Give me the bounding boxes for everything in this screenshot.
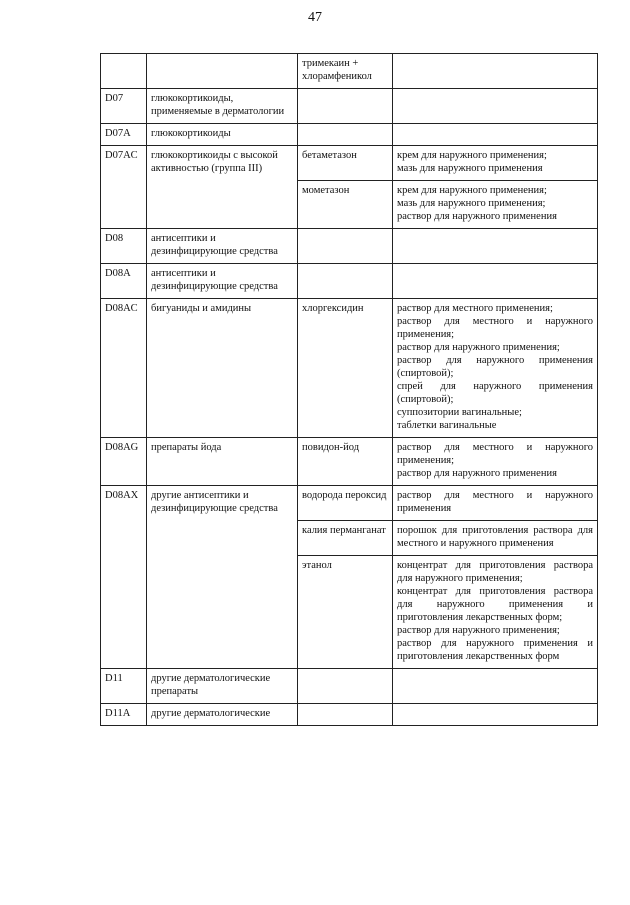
- dosage-forms-cell: [393, 486, 598, 521]
- table-row: [101, 124, 598, 146]
- group-name-cell: антисептики и дезинфицирующие средства: [147, 264, 298, 299]
- dosage-form-text: таблетки вагинальные: [397, 420, 497, 431]
- inn-cell: повидон-йод: [298, 438, 393, 486]
- group-name-cell: другие дерматологические препараты: [147, 669, 298, 704]
- inn-cell: [298, 124, 393, 146]
- inn-cell: хлоргексидин: [298, 299, 393, 438]
- dosage-form-text: раствор для местного применения;: [397, 303, 553, 314]
- inn-cell: тримекаин + хлорамфеникол: [298, 54, 393, 89]
- table-row: [101, 299, 598, 438]
- dosage-forms-cell: [393, 438, 598, 486]
- dosage-forms-cell: [393, 704, 598, 726]
- dosage-forms-cell: [393, 299, 598, 438]
- dosage-form-text: раствор для местного и наружного применения;: [397, 442, 593, 466]
- group-name-cell: другие антисептики и дезинфицирующие средства: [147, 486, 298, 669]
- atc-code-cell: D08AX: [101, 486, 147, 669]
- atc-code-cell: D08AG: [101, 438, 147, 486]
- group-name-cell: другие дерматологические: [147, 704, 298, 726]
- table-row: [101, 146, 598, 181]
- dosage-form-text: порошок для приготовления раствора для местного и наружного применения: [397, 525, 593, 549]
- dosage-form-text: концентрат для приготовления раствора для наружного применения и приготовления лекарственных форм;: [397, 586, 593, 623]
- inn-cell: мометазон: [298, 181, 393, 229]
- dosage-form-text: спрей для наружного применения (спиртовой);: [397, 381, 593, 405]
- inn-cell: калия перманганат: [298, 521, 393, 556]
- atc-code-cell: D08AC: [101, 299, 147, 438]
- dosage-form-text: раствор для местного и наружного применения;: [397, 316, 593, 340]
- group-name-cell: бигуаниды и амидины: [147, 299, 298, 438]
- group-name-cell: антисептики и дезинфицирующие средства: [147, 229, 298, 264]
- inn-cell: [298, 264, 393, 299]
- table-row: [101, 486, 598, 521]
- dosage-forms-cell: [393, 521, 598, 556]
- dosage-form-text: раствор для наружного применения: [397, 211, 557, 222]
- atc-code-cell: D11: [101, 669, 147, 704]
- dosage-form-text: концентрат для приготовления раствора для наружного применения;: [397, 560, 593, 584]
- group-name-cell: глюкокортикоиды с высокой активностью (группа III): [147, 146, 298, 229]
- inn-cell: [298, 89, 393, 124]
- dosage-forms-cell: [393, 264, 598, 299]
- atc-code-cell: D08: [101, 229, 147, 264]
- table-row: [101, 89, 598, 124]
- table-row: [101, 54, 598, 89]
- dosage-forms-cell: [393, 556, 598, 669]
- dosage-forms-cell: [393, 181, 598, 229]
- table-row: [101, 229, 598, 264]
- group-name-cell: препараты йода: [147, 438, 298, 486]
- group-name-cell: глюкокортикоиды: [147, 124, 298, 146]
- dosage-form-text: крем для наружного применения;: [397, 185, 547, 196]
- atc-code-cell: D07: [101, 89, 147, 124]
- group-name-cell: глюкокортикоиды, применяемые в дерматологии: [147, 89, 298, 124]
- drug-table: [100, 53, 598, 726]
- page-number: 47: [308, 10, 322, 25]
- inn-cell: [298, 704, 393, 726]
- dosage-forms-cell: [393, 89, 598, 124]
- dosage-form-text: раствор для наружного применения;: [397, 625, 560, 636]
- dosage-form-text: раствор для наружного применения;: [397, 342, 560, 353]
- table-row: [101, 264, 598, 299]
- inn-cell: [298, 669, 393, 704]
- dosage-forms-cell: [393, 54, 598, 89]
- dosage-forms-cell: [393, 229, 598, 264]
- atc-code-cell: [101, 54, 147, 89]
- dosage-form-text: крем для наружного применения;: [397, 150, 547, 161]
- atc-code-cell: D07AC: [101, 146, 147, 229]
- dosage-form-text: раствор для наружного применения: [397, 468, 557, 479]
- atc-code-cell: D07A: [101, 124, 147, 146]
- inn-cell: этанол: [298, 556, 393, 669]
- dosage-forms-cell: [393, 124, 598, 146]
- dosage-form-text: раствор для наружного применения и приготовления лекарственных форм: [397, 638, 593, 662]
- table-row: [101, 438, 598, 486]
- atc-code-cell: D08A: [101, 264, 147, 299]
- dosage-forms-cell: [393, 669, 598, 704]
- inn-cell: бетаметазон: [298, 146, 393, 181]
- group-name-cell: [147, 54, 298, 89]
- dosage-form-text: раствор для наружного применения (спиртовой);: [397, 355, 593, 379]
- atc-code-cell: D11A: [101, 704, 147, 726]
- dosage-form-text: мазь для наружного применения;: [397, 198, 546, 209]
- dosage-form-text: мазь для наружного применения: [397, 163, 543, 174]
- dosage-form-text: суппозитории вагинальные;: [397, 407, 522, 418]
- inn-cell: водорода пероксид: [298, 486, 393, 521]
- dosage-form-text: раствор для местного и наружного применения: [397, 490, 593, 514]
- table-row: [101, 704, 598, 726]
- table-row: [101, 669, 598, 704]
- inn-cell: [298, 229, 393, 264]
- dosage-forms-cell: [393, 146, 598, 181]
